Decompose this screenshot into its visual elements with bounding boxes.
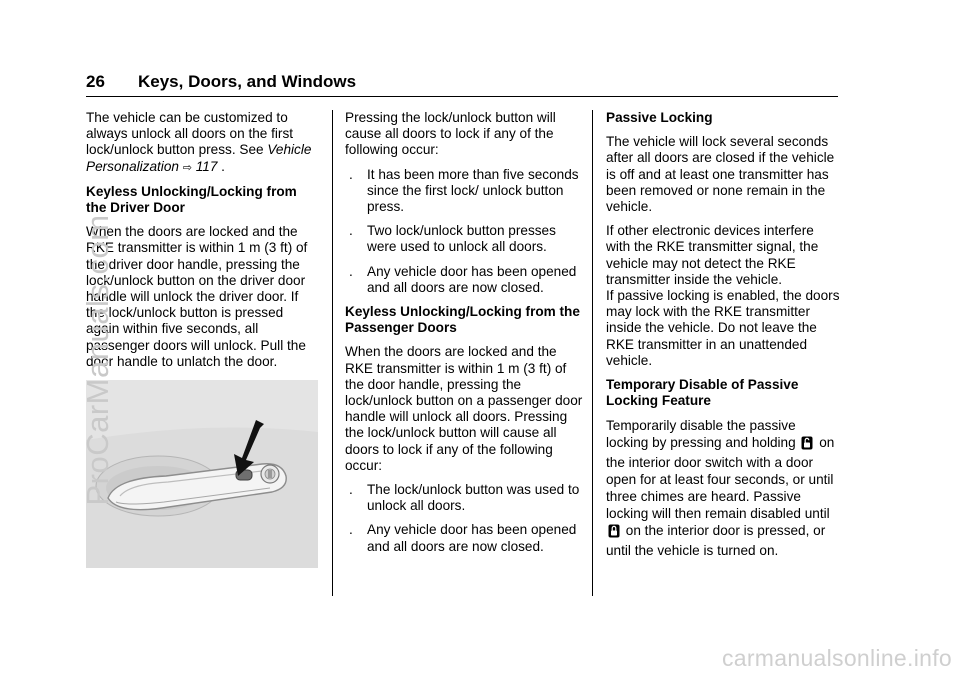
disable-text-b: on the interior door switch with a door open for at least four seconds, or until three chimes are heard. Passive locking will then remain disabled until	[606, 435, 835, 522]
passive-locking-paragraph-1: The vehicle will lock several seconds after all doors are closed if the vehicle is off and at least one transmitter has been removed or none remain in the vehicle.	[606, 134, 835, 215]
list-item-text: It has been more than five seconds since the first lock/ unlock button press.	[367, 166, 579, 215]
list-item-text: Any vehicle door has been opened and all doors are now closed.	[367, 522, 577, 554]
page-number: 26	[86, 72, 105, 91]
header-rule	[86, 96, 838, 97]
unlock-icon	[801, 436, 813, 454]
bullet-marker: .	[349, 166, 353, 182]
watermark-text: ProCarManuals.com	[80, 214, 115, 506]
column-divider-2	[592, 110, 593, 596]
passive-locking-paragraph-3: If passive locking is enabled, the doors may lock with the RKE transmitter inside the vehicle. Do not leave the RKE transmitter in an unattended vehicle.	[606, 288, 840, 368]
driver-door-paragraph: When the doors are locked and the RKE transmitter is within 1 m (3 ft) of the driver door handle, pressing the lock/unlock button on the driver door handle will unlock the driver door. If the lock/unlock button is pressed again within five seconds, all passenger doors will unlock. Pull the door handle to unlatch the door.	[86, 224, 308, 369]
disable-text-a: Temporarily disable the passive locking by pressing and holding	[606, 418, 796, 451]
list-item-text: Any vehicle door has been opened and all doors are now closed.	[367, 263, 577, 295]
column-divider-1	[332, 110, 333, 596]
page-ref-arrow-icon: ⇨	[182, 160, 192, 174]
bullet-marker: .	[349, 522, 353, 538]
disable-text-c: on the interior door is pressed, or until the vehicle is turned on.	[606, 523, 826, 559]
door-handle-svg	[86, 380, 318, 568]
list-item-text: Two lock/unlock button presses were used to unlock all doors.	[367, 223, 556, 255]
bullet-marker: .	[349, 263, 353, 279]
list-item	[345, 223, 583, 255]
section-heading-passenger-doors: Keyless Unlocking/Locking from the Passenger Doors	[345, 304, 580, 336]
section-heading-driver-door: Keyless Unlocking/Locking from the Driver Door	[86, 183, 297, 216]
ref-end: .	[217, 158, 225, 174]
door-handle-illustration	[86, 380, 318, 568]
footer-site-name: carmanualsonline.info	[721, 645, 952, 671]
ref-vehicle-personalization[interactable]: Vehicle Personalization	[86, 142, 312, 174]
list-item	[345, 167, 583, 216]
list-item	[345, 482, 583, 514]
passive-locking-paragraph-2: If other electronic devices interfere with the RKE transmitter signal, the vehicle may not detect the RKE transmitter inside the vehicle.	[606, 223, 819, 287]
list-item-text: The lock/unlock button was used to unlock all doors.	[367, 482, 580, 514]
passenger-doors-paragraph: When the doors are locked and the RKE transmitter is within 1 m (3 ft) of the door handle, pressing the lock/unlock button on a passenger door handle will unlock all doors. Pressing the lock/unlock button will cause all doors to lock if any of the following occur:	[345, 344, 583, 473]
list-item	[345, 264, 583, 296]
page-header	[86, 72, 838, 98]
intro-text: The vehicle can be customized to always unlock all doors on the first lock/unlock button press. See	[86, 110, 294, 158]
column-3	[606, 110, 840, 567]
column-1	[86, 110, 318, 378]
temporary-disable-paragraph	[606, 417, 840, 559]
page-title: Keys, Doors, and Windows	[138, 72, 357, 91]
lock-intro-paragraph: Pressing the lock/unlock button will cause all doors to lock if any of the following occur:	[345, 110, 556, 158]
list-item	[345, 522, 583, 554]
bullet-marker: .	[349, 223, 353, 239]
section-heading-temporary-disable: Temporary Disable of Passive Locking Feature	[606, 377, 799, 409]
intro-paragraph	[86, 110, 318, 176]
column-2	[345, 110, 583, 563]
bullet-marker: .	[349, 482, 353, 498]
ref-page-number[interactable]: 117	[195, 158, 218, 174]
section-heading-passive-locking: Passive Locking	[606, 110, 713, 125]
lock-icon	[608, 524, 620, 542]
